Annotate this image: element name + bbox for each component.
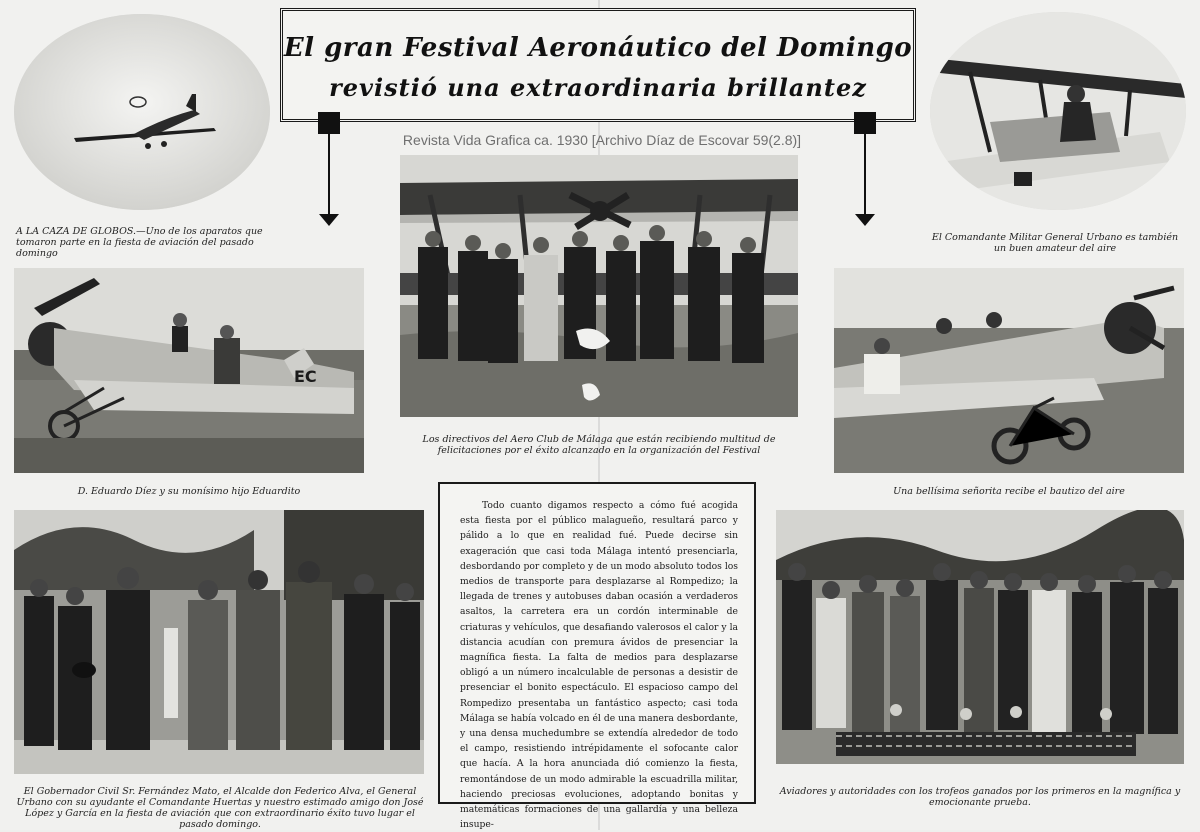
officials-photo (14, 510, 424, 774)
balloon-hunt-caption: A LA CAZA DE GLOBOS.—Uno de los aparatos que tomaron parte en la fiesta de aviación del pasado domingo (16, 226, 263, 259)
article-body: Todo cuanto digamos respecto a cómo fué acogida esta fiesta por el público malagueño, resultará parco y pálido a lo que en realidad fué. Puede decirse sin exageración que casi toda Málaga intentó presenciarla, desbordando por completo y de un modo absoluto todos los medios de transporte para desplazarse al Rompedizo; la llegada de trenes y autobuses daban ocasión a verdaderos asaltos, la carretera era un cordón interminable de criaturas y vehículos, que desafiando valerosos el calor y la distancia acudían con premura ávidos de presenciar la magnífica fiesta. La falta de medios para desplazarse obligó a un número incalculable de personas a desistir de presenciar el bonito espectáculo. El espacioso campo del Rompedizo presentaba un fantástico aspecto; casi toda Málaga se había volcado en él de una manera desbordante, y una densa muchedumbre se extendía alrededor de todo el campo, resistiendo intrépidamente el sofocante calor que hacía. A la hora anunciada dió comienzo la fiesta, remontándose de un modo admirable la escuadrilla militar, haciendo preciosas evoluciones, adoptando bonitas y matemáticas formaciones de una gallardía y una belleza insupe- (460, 500, 738, 831)
headline-line-2: revistió una extraordinaria brillantez (329, 73, 867, 102)
eduardo-diez-caption: D. Eduardo Díez y su monísimo hijo Eduardito (77, 486, 301, 497)
eduardo-diez-photo (14, 268, 364, 473)
commander-photo (930, 12, 1186, 210)
headline-box (280, 8, 916, 122)
left-arrow-head-icon (319, 214, 339, 226)
plane-registration-mark: EC (294, 367, 317, 386)
aero-club-directors-photo (400, 155, 798, 417)
aviators-trophies-photo (776, 510, 1184, 764)
left-arrow-line (328, 134, 330, 216)
headline-line-1: El gran Festival Aeronáutico del Domingo (283, 33, 913, 63)
left-black-square (318, 112, 340, 134)
aviators-caption: Aviadores y autoridades con los trofeos ganados por los primeros en la magnífica y emocionante prueba. (779, 786, 1181, 808)
air-baptism-photo (834, 268, 1184, 473)
directors-caption: Los directivos del Aero Club de Málaga que están recibiendo multitud de felicitaciones por el éxito alcanzado en la organización del Festival (422, 434, 776, 456)
archive-note: Revista Vida Grafica ca. 1930 [Archivo Díaz de Escovar 59(2.8)] (402, 132, 802, 148)
officials-caption: El Gobernador Civil Sr. Fernández Mato, el Alcalde don Federico Alva, el General Urbano con su ayudante el Comandante Huertas y nuestro estimado amigo don José López y García en la fiesta de aviación que con extraordinario éxito tuvo lugar el pasado domingo. (16, 786, 424, 830)
right-black-square (854, 112, 876, 134)
balloon-hunt-photo (14, 14, 270, 210)
commander-caption: El Comandante Militar General Urbano es también un buen amateur del aire (931, 232, 1179, 254)
right-arrow-head-icon (855, 214, 875, 226)
air-baptism-caption: Una bellísima señorita recibe el bautizo del aire (893, 486, 1125, 497)
article-text-box (438, 482, 756, 831)
right-arrow-line (864, 134, 866, 216)
